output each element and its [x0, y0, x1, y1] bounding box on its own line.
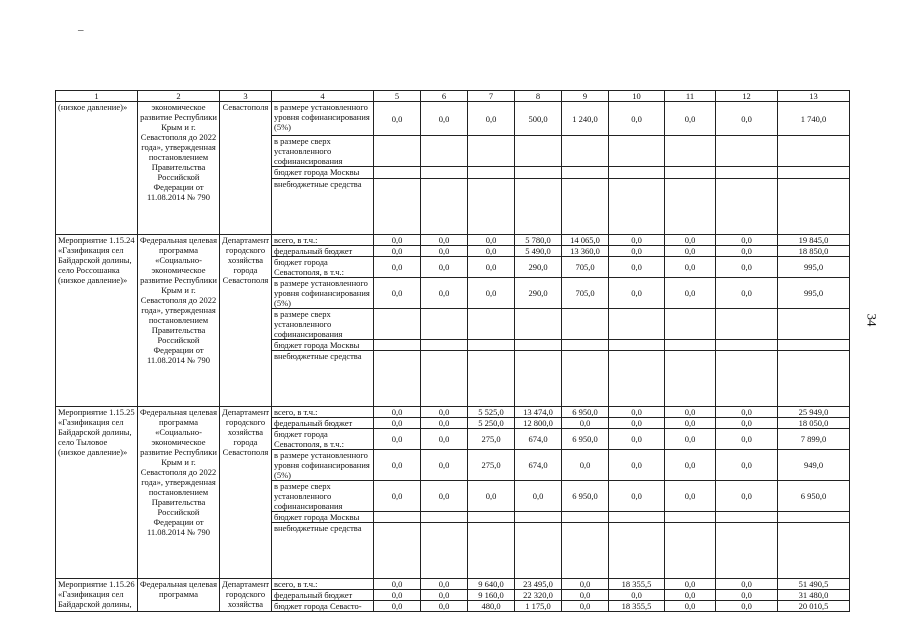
amount-cell: [468, 167, 515, 179]
amount-cell: [609, 512, 665, 523]
amount-cell: 0,0: [665, 481, 716, 512]
funding-source-cell: всего, в т.ч.:: [272, 407, 374, 418]
amount-cell: 0,0: [716, 579, 778, 590]
amount-cell: 0,0: [716, 257, 778, 278]
amount-cell: [421, 523, 468, 579]
amount-cell: 0,0: [421, 429, 468, 450]
amount-cell: 22 320,0: [515, 590, 562, 601]
column-header: 11: [665, 91, 716, 102]
amount-cell: [515, 340, 562, 351]
amount-cell: 705,0: [562, 278, 609, 309]
amount-cell: 5 525,0: [468, 407, 515, 418]
executor-cell: Департамент городского хозяйства: [220, 579, 272, 612]
amount-cell: 0,0: [562, 418, 609, 429]
amount-cell: 0,0: [716, 481, 778, 512]
amount-cell: 20 010,5: [778, 601, 850, 612]
amount-cell: 0,0: [665, 278, 716, 309]
amount-cell: [421, 179, 468, 235]
amount-cell: 275,0: [468, 429, 515, 450]
amount-cell: 0,0: [665, 450, 716, 481]
amount-cell: 0,0: [468, 481, 515, 512]
measure-name-cell: Мероприятие 1.15.24 «Газификация сел Байдарской долины, село Россошанка (низкое давление)»: [56, 235, 138, 407]
amount-cell: 12 800,0: [515, 418, 562, 429]
amount-cell: 0,0: [665, 579, 716, 590]
amount-cell: 0,0: [374, 590, 421, 601]
table-row: [56, 102, 850, 136]
amount-cell: 25 949,0: [778, 407, 850, 418]
amount-cell: 7 899,0: [778, 429, 850, 450]
amount-cell: [609, 523, 665, 579]
amount-cell: [562, 136, 609, 167]
funding-source-cell: бюджет города Севастополя, в т.ч.:: [272, 429, 374, 450]
amount-cell: 13 360,0: [562, 246, 609, 257]
amount-cell: 0,0: [421, 418, 468, 429]
amount-cell: 0,0: [665, 601, 716, 612]
amount-cell: 0,0: [374, 418, 421, 429]
amount-cell: [609, 309, 665, 340]
amount-cell: [778, 167, 850, 179]
amount-cell: [716, 351, 778, 407]
amount-cell: [665, 523, 716, 579]
amount-cell: 0,0: [374, 601, 421, 612]
funding-source-cell: бюджет города Москвы: [272, 512, 374, 523]
column-header: 6: [421, 91, 468, 102]
amount-cell: [374, 309, 421, 340]
amount-cell: 0,0: [421, 257, 468, 278]
amount-cell: 0,0: [665, 418, 716, 429]
amount-cell: 0,0: [562, 601, 609, 612]
amount-cell: [716, 167, 778, 179]
funding-source-cell: бюджет города Севасто-: [272, 601, 374, 612]
amount-cell: 0,0: [421, 102, 468, 136]
amount-cell: 949,0: [778, 450, 850, 481]
amount-cell: [515, 167, 562, 179]
amount-cell: 0,0: [468, 102, 515, 136]
measure-name-cell: Мероприятие 1.15.25 «Газификация сел Байдарской долины, село Тыловое (низкое давление)»: [56, 407, 138, 579]
amount-cell: 0,0: [515, 481, 562, 512]
funding-source-cell: всего, в т.ч.:: [272, 235, 374, 246]
amount-cell: [665, 136, 716, 167]
amount-cell: 1 240,0: [562, 102, 609, 136]
amount-cell: 0,0: [421, 481, 468, 512]
amount-cell: [421, 309, 468, 340]
amount-cell: 5 250,0: [468, 418, 515, 429]
amount-cell: [468, 512, 515, 523]
amount-cell: 31 480,0: [778, 590, 850, 601]
amount-cell: [716, 340, 778, 351]
page-number: 34: [864, 313, 880, 327]
amount-cell: 0,0: [716, 450, 778, 481]
funding-source-cell: бюджет города Москвы: [272, 167, 374, 179]
amount-cell: [468, 351, 515, 407]
amount-cell: 290,0: [515, 278, 562, 309]
table-row: [56, 407, 850, 418]
amount-cell: [716, 179, 778, 235]
amount-cell: 0,0: [609, 450, 665, 481]
amount-cell: 0,0: [716, 278, 778, 309]
amount-cell: [609, 136, 665, 167]
amount-cell: 0,0: [421, 590, 468, 601]
funding-source-cell: в размере установленного уровня софинансирования (5%): [272, 450, 374, 481]
amount-cell: [562, 309, 609, 340]
amount-cell: [665, 512, 716, 523]
amount-cell: [562, 167, 609, 179]
amount-cell: [665, 309, 716, 340]
amount-cell: 18 050,0: [778, 418, 850, 429]
amount-cell: [609, 351, 665, 407]
amount-cell: [374, 179, 421, 235]
amount-cell: [374, 523, 421, 579]
amount-cell: 290,0: [515, 257, 562, 278]
amount-cell: [421, 136, 468, 167]
amount-cell: 19 845,0: [778, 235, 850, 246]
amount-cell: 0,0: [562, 450, 609, 481]
page-dash: –: [78, 24, 84, 36]
funding-source-cell: внебюджетные средства: [272, 351, 374, 407]
amount-cell: 18 355,5: [609, 601, 665, 612]
funding-source-cell: в размере сверх установленного софинансирования: [272, 309, 374, 340]
amount-cell: 0,0: [468, 235, 515, 246]
amount-cell: [421, 512, 468, 523]
amount-cell: 6 950,0: [562, 481, 609, 512]
amount-cell: 0,0: [665, 246, 716, 257]
amount-cell: 0,0: [716, 429, 778, 450]
amount-cell: 275,0: [468, 450, 515, 481]
amount-cell: 0,0: [374, 257, 421, 278]
amount-cell: 0,0: [421, 601, 468, 612]
amount-cell: 0,0: [421, 579, 468, 590]
amount-cell: [421, 351, 468, 407]
amount-cell: 0,0: [665, 429, 716, 450]
funding-source-cell: бюджет города Москвы: [272, 340, 374, 351]
amount-cell: 0,0: [609, 257, 665, 278]
amount-cell: [374, 136, 421, 167]
amount-cell: 13 474,0: [515, 407, 562, 418]
amount-cell: [468, 309, 515, 340]
amount-cell: 5 780,0: [515, 235, 562, 246]
program-cell: экономическое развитие Республики Крым и г. Севастополя до 2022 года», утвержденная постановлением Правительства Российской Федерации от 11.08.2014 № 790: [138, 102, 220, 235]
amount-cell: 0,0: [665, 257, 716, 278]
amount-cell: [665, 340, 716, 351]
amount-cell: [515, 309, 562, 340]
amount-cell: 14 065,0: [562, 235, 609, 246]
amount-cell: 0,0: [609, 418, 665, 429]
funding-source-cell: федеральный бюджет: [272, 418, 374, 429]
amount-cell: 0,0: [609, 235, 665, 246]
amount-cell: [562, 512, 609, 523]
executor-cell: Департамент городского хозяйства города Севастополя: [220, 407, 272, 579]
amount-cell: 0,0: [421, 235, 468, 246]
amount-cell: [515, 523, 562, 579]
amount-cell: 674,0: [515, 450, 562, 481]
funding-source-cell: в размере сверх установленного софинансирования: [272, 136, 374, 167]
amount-cell: [515, 179, 562, 235]
amount-cell: [421, 340, 468, 351]
amount-cell: [778, 309, 850, 340]
amount-cell: 18 355,5: [609, 579, 665, 590]
column-header: 8: [515, 91, 562, 102]
amount-cell: [778, 512, 850, 523]
program-cell: Федеральная целевая программа: [138, 579, 220, 612]
column-header: 5: [374, 91, 421, 102]
executor-cell: Департамент городского хозяйства города Севастополя: [220, 235, 272, 407]
amount-cell: [562, 340, 609, 351]
amount-cell: [716, 136, 778, 167]
amount-cell: 0,0: [468, 278, 515, 309]
amount-cell: [778, 340, 850, 351]
amount-cell: 9 160,0: [468, 590, 515, 601]
amount-cell: [515, 512, 562, 523]
amount-cell: 0,0: [609, 102, 665, 136]
amount-cell: [374, 167, 421, 179]
funding-source-cell: внебюджетные средства: [272, 523, 374, 579]
table-row: [56, 235, 850, 246]
amount-cell: [515, 136, 562, 167]
amount-cell: [374, 340, 421, 351]
executor-cell: Севастополя: [220, 102, 272, 235]
amount-cell: [716, 309, 778, 340]
amount-cell: 0,0: [716, 407, 778, 418]
amount-cell: 18 850,0: [778, 246, 850, 257]
amount-cell: [716, 512, 778, 523]
amount-cell: 0,0: [421, 450, 468, 481]
table-row: [56, 579, 850, 590]
amount-cell: [468, 523, 515, 579]
amount-cell: 0,0: [716, 102, 778, 136]
funding-source-cell: всего, в т.ч.:: [272, 579, 374, 590]
amount-cell: 0,0: [374, 246, 421, 257]
amount-cell: 6 950,0: [778, 481, 850, 512]
program-cell: Федеральная целевая программа «Социально-экономическое развитие Республики Крым и г. Севастополя до 2022 года», утвержденная постановлением Правительства Российской Федерации от 11.08.2014 № 790: [138, 407, 220, 579]
amount-cell: 0,0: [716, 246, 778, 257]
amount-cell: 6 950,0: [562, 407, 609, 418]
amount-cell: 0,0: [716, 418, 778, 429]
amount-cell: 23 495,0: [515, 579, 562, 590]
column-header: 4: [272, 91, 374, 102]
amount-cell: 0,0: [421, 278, 468, 309]
amount-cell: 0,0: [609, 590, 665, 601]
amount-cell: 0,0: [562, 590, 609, 601]
amount-cell: [665, 167, 716, 179]
amount-cell: 500,0: [515, 102, 562, 136]
amount-cell: [778, 179, 850, 235]
column-header: 9: [562, 91, 609, 102]
amount-cell: 0,0: [609, 278, 665, 309]
funding-source-cell: в размере установленного уровня софинансирования (5%): [272, 102, 374, 136]
amount-cell: 0,0: [562, 579, 609, 590]
amount-cell: [609, 179, 665, 235]
amount-cell: [609, 340, 665, 351]
amount-cell: [562, 351, 609, 407]
amount-cell: 0,0: [609, 246, 665, 257]
amount-cell: 0,0: [716, 235, 778, 246]
amount-cell: 0,0: [374, 102, 421, 136]
amount-cell: 0,0: [374, 407, 421, 418]
amount-cell: 0,0: [468, 257, 515, 278]
amount-cell: 705,0: [562, 257, 609, 278]
funding-source-cell: внебюджетные средства: [272, 179, 374, 235]
amount-cell: 0,0: [374, 450, 421, 481]
column-header: 10: [609, 91, 665, 102]
funding-source-cell: федеральный бюджет: [272, 246, 374, 257]
funding-source-cell: в размере сверх установленного софинансирования: [272, 481, 374, 512]
amount-cell: [665, 351, 716, 407]
amount-cell: [468, 136, 515, 167]
amount-cell: [468, 179, 515, 235]
amount-cell: [374, 351, 421, 407]
amount-cell: [665, 179, 716, 235]
amount-cell: 0,0: [374, 235, 421, 246]
amount-cell: 0,0: [374, 481, 421, 512]
amount-cell: 5 490,0: [515, 246, 562, 257]
amount-cell: 6 950,0: [562, 429, 609, 450]
amount-cell: 0,0: [665, 102, 716, 136]
amount-cell: 0,0: [374, 579, 421, 590]
amount-cell: 0,0: [665, 407, 716, 418]
amount-cell: 1 175,0: [515, 601, 562, 612]
amount-cell: 0,0: [665, 235, 716, 246]
amount-cell: 9 640,0: [468, 579, 515, 590]
column-header: 3: [220, 91, 272, 102]
amount-cell: 0,0: [374, 429, 421, 450]
measure-name-cell: (низкое давление)»: [56, 102, 138, 235]
measure-name-cell: Мероприятие 1.15.26 «Газификация сел Байдарской долины,: [56, 579, 138, 612]
amount-cell: 995,0: [778, 278, 850, 309]
amount-cell: 0,0: [665, 590, 716, 601]
amount-cell: 1 740,0: [778, 102, 850, 136]
program-cell: Федеральная целевая программа «Социально-экономическое развитие Республики Крым и г. Севастополя до 2022 года», утвержденная постановлением Правительства Российской Федерации от 11.08.2014 № 790: [138, 235, 220, 407]
amount-cell: [468, 340, 515, 351]
column-header: 12: [716, 91, 778, 102]
amount-cell: 0,0: [421, 246, 468, 257]
funding-source-cell: федеральный бюджет: [272, 590, 374, 601]
amount-cell: 0,0: [468, 246, 515, 257]
amount-cell: [562, 179, 609, 235]
amount-cell: [374, 512, 421, 523]
amount-cell: 0,0: [609, 407, 665, 418]
amount-cell: 480,0: [468, 601, 515, 612]
amount-cell: [515, 351, 562, 407]
amount-cell: 0,0: [716, 601, 778, 612]
amount-cell: [562, 523, 609, 579]
funding-source-cell: бюджет города Севастополя, в т.ч.:: [272, 257, 374, 278]
amount-cell: [609, 167, 665, 179]
amount-cell: 995,0: [778, 257, 850, 278]
amount-cell: 674,0: [515, 429, 562, 450]
column-header: 7: [468, 91, 515, 102]
financing-table: [55, 90, 850, 612]
amount-cell: [778, 351, 850, 407]
amount-cell: 0,0: [374, 278, 421, 309]
amount-cell: 0,0: [716, 590, 778, 601]
amount-cell: 0,0: [421, 407, 468, 418]
column-header: 13: [778, 91, 850, 102]
funding-source-cell: в размере установленного уровня софинансирования (5%): [272, 278, 374, 309]
amount-cell: 0,0: [609, 481, 665, 512]
amount-cell: [716, 523, 778, 579]
column-header: 2: [138, 91, 220, 102]
amount-cell: 51 490,5: [778, 579, 850, 590]
amount-cell: 0,0: [609, 429, 665, 450]
column-header: 1: [56, 91, 138, 102]
amount-cell: [421, 167, 468, 179]
amount-cell: [778, 523, 850, 579]
amount-cell: [778, 136, 850, 167]
header-row: [56, 91, 850, 102]
